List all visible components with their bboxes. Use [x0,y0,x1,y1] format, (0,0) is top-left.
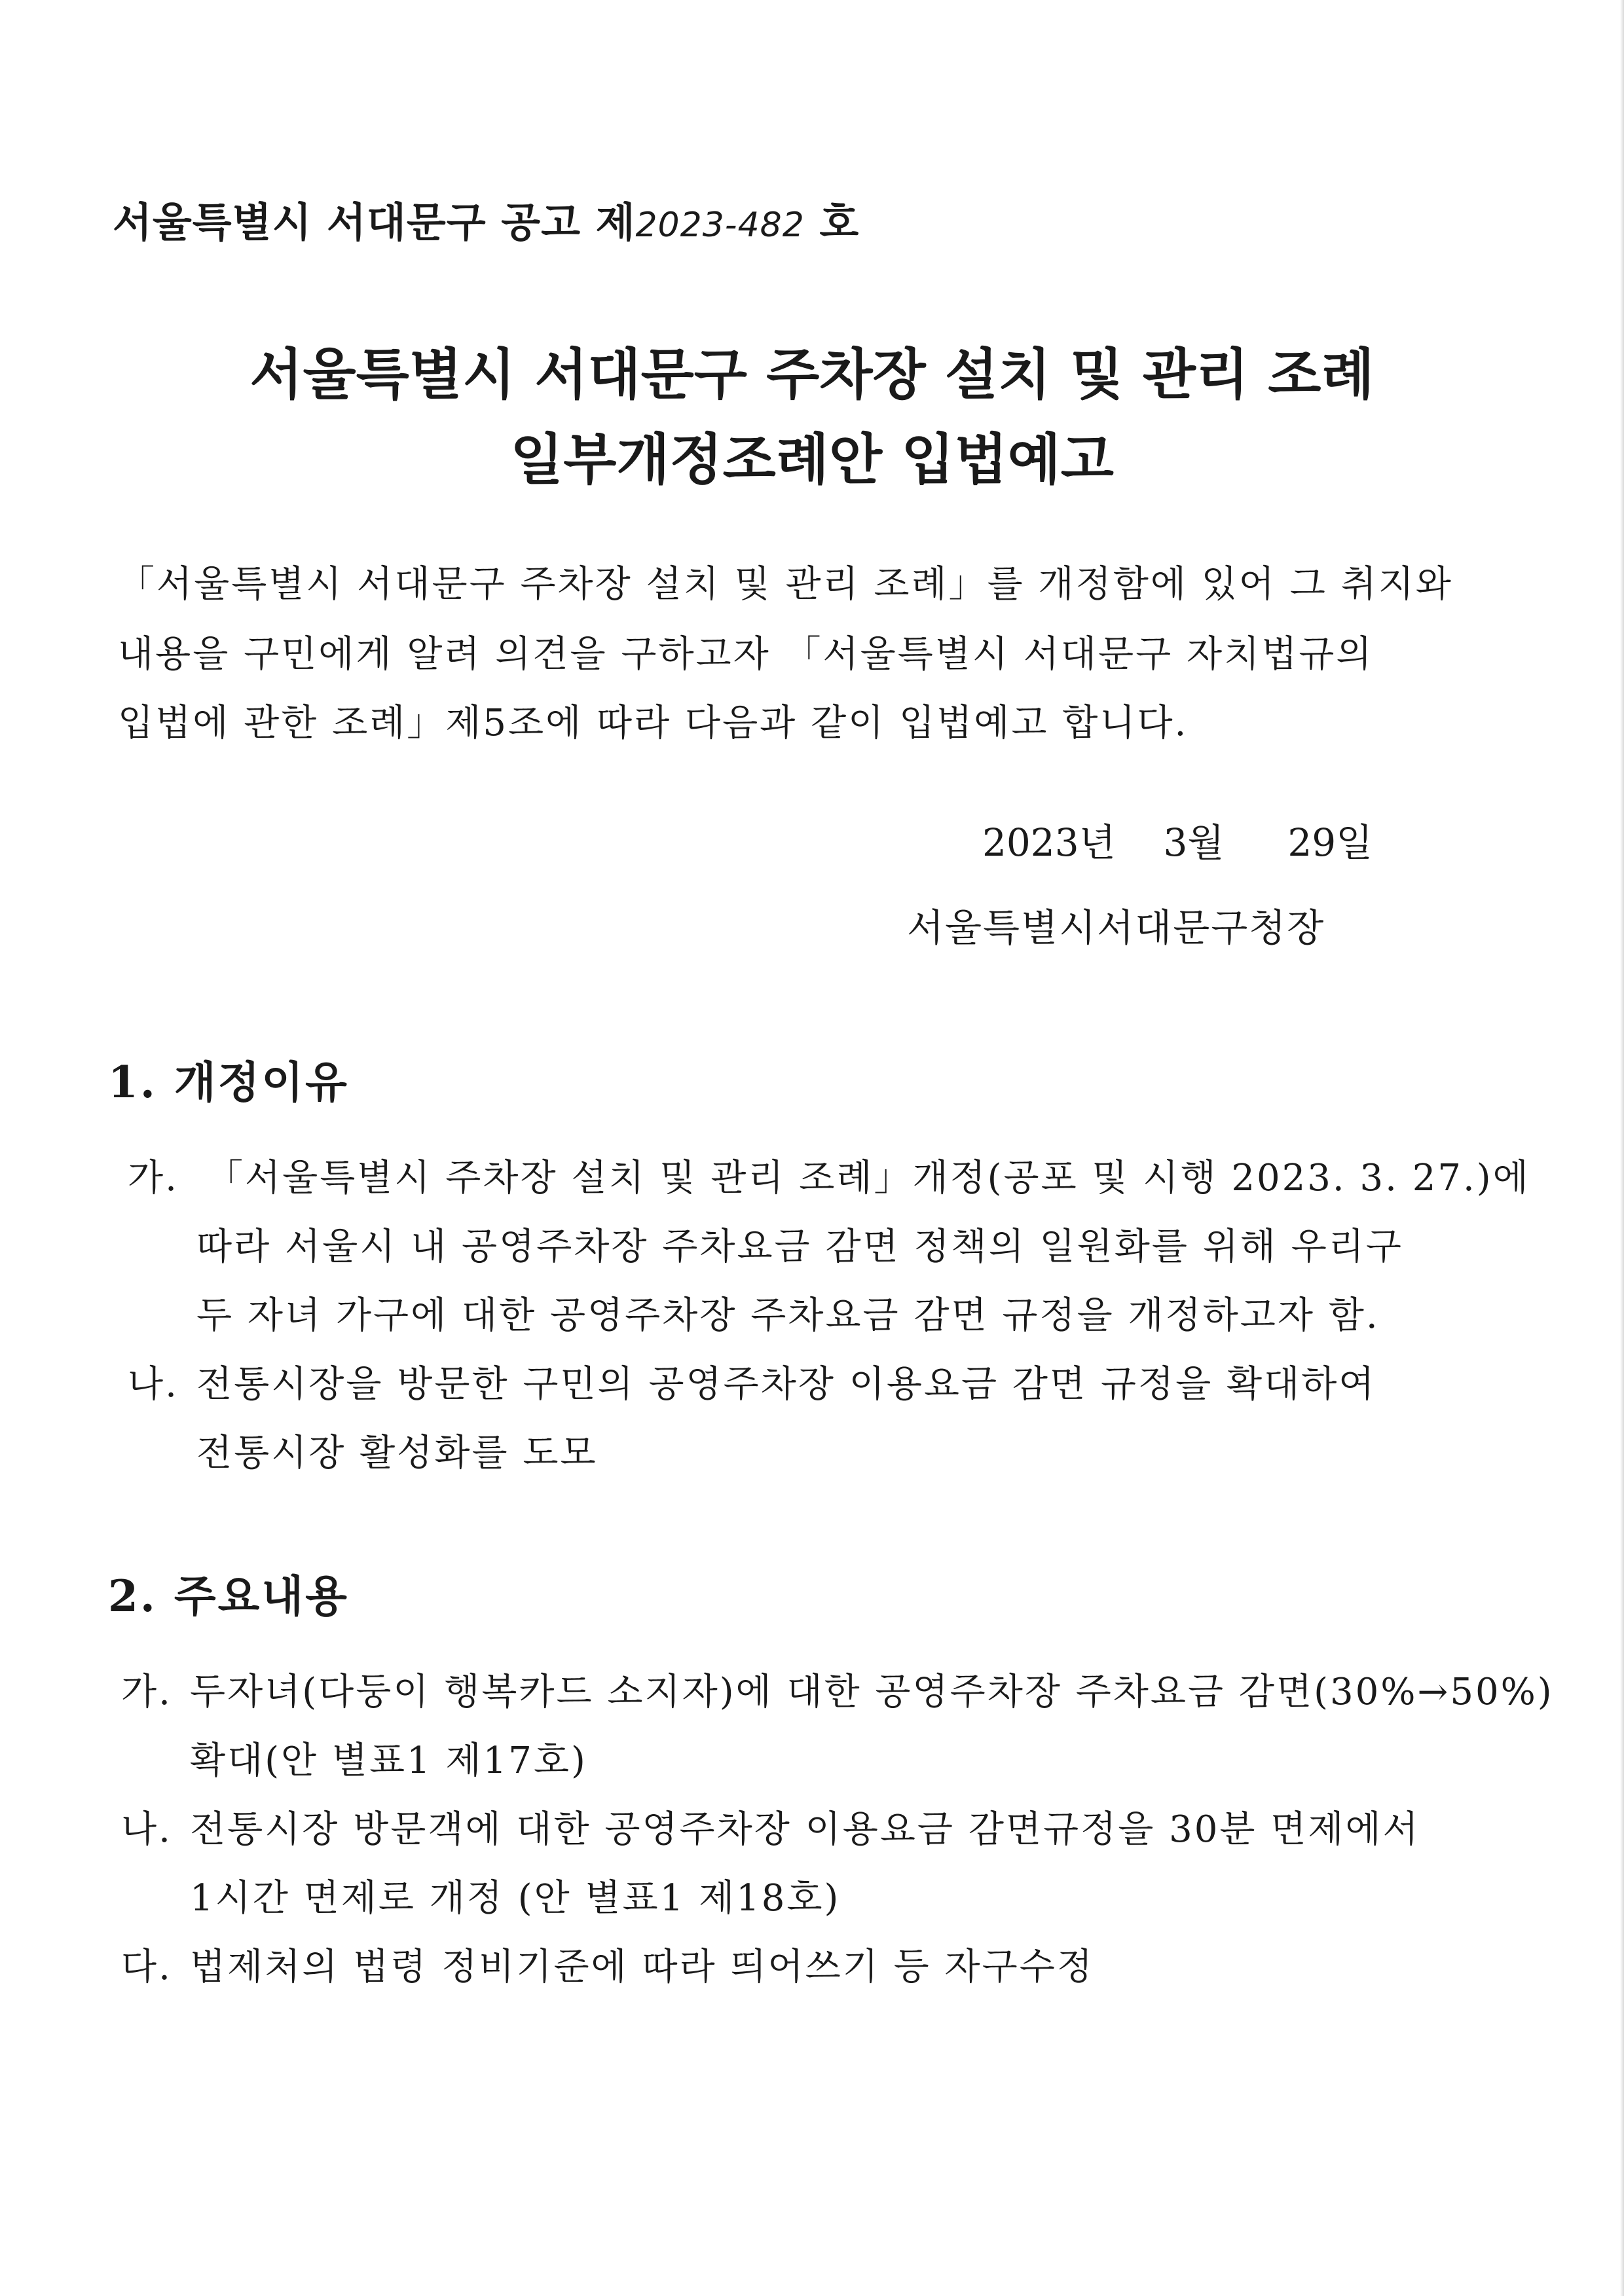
item-text: 법제처의 법령 정비기준에 따라 띄어쓰기 등 자구수정 [190,1946,1094,1988]
section-heading-main-content: 2. 주요내용 [108,1571,349,1622]
date-month: 3월 [1163,820,1225,865]
list-item [121,1800,1420,1853]
document-title-line1: 서울특별시 서대문구 주차장 설치 및 관리 조례 [249,342,1375,407]
intro-line-2: 내용을 구민에게 알려 의견을 구하고자 「서울특별시 서대문구 자치법규의 [118,633,1374,676]
item-marker: 가. [121,1671,172,1713]
signer: 서울특별시서대문구청장 [907,905,1325,950]
section-heading-reason: 1. 개정이유 [108,1057,349,1108]
item-text: 두자녀(다둥이 행복카드 소지자)에 대한 공영주차장 주차요금 감면(30%→50%) [190,1671,1554,1713]
item-continuation: 확대(안 별표1 제17호) [190,1740,587,1782]
notice-suffix: 호 [804,198,860,246]
item-text: 「서울특별시 주차장 설치 및 관리 조례」개정(공포 및 시행 2023. 3. 27.)에 [206,1157,1530,1199]
list-item [128,1149,1530,1201]
intro-line-1: 「서울특별시 서대문구 주차장 설치 및 관리 조례」를 개정함에 있어 그 취지와 [118,563,1453,606]
notice-number [113,190,859,248]
item-marker: 나. [128,1363,179,1406]
item-marker: 나. [121,1808,172,1851]
notice-handwritten-number: 2023-482 [635,206,805,245]
list-item [121,1663,1554,1715]
item-continuation: 따라 서울시 내 공영주차장 주차요금 감면 정책의 일원화를 위해 우리구 [196,1226,1403,1268]
date-year: 2023년 [982,820,1116,865]
item-marker: 가. [128,1157,179,1199]
item-continuation: 전통시장 활성화를 도모 [196,1432,598,1474]
list-item [121,1938,1094,1990]
list-item [128,1355,1376,1408]
document-title-line2: 일부개정조례안 입법예고 [510,428,1114,492]
notice-prefix: 서울특별시 서대문구 공고 제 [113,198,636,246]
notice-date [982,812,1373,867]
item-continuation: 두 자녀 가구에 대한 공영주차장 주차요금 감면 규정을 개정하고자 함. [196,1294,1380,1337]
item-text: 전통시장 방문객에 대한 공영주차장 이용요금 감면규정을 30분 면제에서 [190,1808,1420,1851]
item-text: 전통시장을 방문한 구민의 공영주차장 이용요금 감면 규정을 확대하여 [196,1363,1376,1406]
item-marker: 다. [121,1946,172,1988]
intro-line-3: 입법에 관한 조례」제5조에 따라 다음과 같이 입법예고 합니다. [118,702,1189,744]
item-continuation: 1시간 면제로 개정 (안 별표1 제18호) [190,1877,841,1920]
date-day: 29일 [1287,820,1373,865]
scan-edge-shadow [1620,0,1624,2296]
